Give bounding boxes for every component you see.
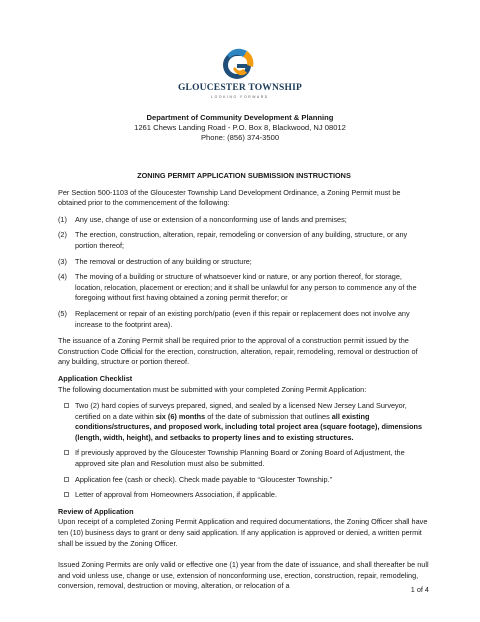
list-item-text: The erection, construction, alteration, repair, remodeling or conversion of any building, structure, or any portion thereof;: [75, 230, 408, 250]
checklist-item: [58, 490, 430, 501]
checklist: [58, 401, 430, 501]
list-item-text: The removal or destruction of any building or structure;: [75, 256, 252, 266]
checklist-item: [58, 401, 430, 443]
department-name: Department of Community Development & Planning: [146, 113, 334, 122]
list-item-text: Replacement or repair of an existing porch/patio (even if this repair or replacement does not involve any increase to the footprint area).: [75, 308, 410, 329]
list-item-text: The moving of a building or structure of whatsoever kind or nature, or any portion thereof, for storage, location, relocation, placement or erection; and it shall be unlawful for any person to commence any of the foregoing without first having obtained a zoning permit therefor; or: [75, 272, 417, 303]
list-item-number: (1): [58, 214, 67, 224]
letterhead: [0, 113, 480, 143]
list-item-number: (4): [58, 272, 67, 282]
checklist-item-text: Application fee (cash or check). Check made payable to “Gloucester Township.”: [75, 474, 333, 484]
checklist-heading: Application Checklist: [58, 373, 133, 383]
list-item-text: Any use, change of use or extension of a nonconforming use of lands and premises;: [75, 214, 347, 224]
document-body: [58, 171, 430, 598]
checklist-item-text: Two (2) hard copies of surveys prepared, signed, and sealed by a licensed New Jersey Land Surveyor, certified on a date within: [75, 401, 407, 421]
checkbox-icon[interactable]: [64, 477, 69, 482]
checklist-item-emphasis: all existing conditions/structures, and proposed work, including total project area (square footage), dimensions (length, width, height), and setbacks to property lines and to existing structures.: [75, 411, 423, 442]
review-heading: Review of Application: [58, 506, 134, 516]
checklist-item-text: of the date of submission that outlines: [205, 411, 332, 421]
checkbox-icon[interactable]: [64, 450, 69, 455]
list-item: [58, 230, 430, 251]
list-item-number: (3): [58, 256, 67, 266]
page-number: 1 of 4: [410, 585, 429, 594]
issuance-paragraph: The issuance of a Zoning Permit shall be required prior to the approval of a construction permit issued by the Construction Code Official for the erection, construction, alteration, repair, remodeling, removal or destruction of any building, structure or portion thereof.: [58, 336, 418, 367]
validity-paragraph: Issued Zoning Permits are only valid or effective one (1) year from the date of issuance, and shall thereafter be null and void unless use, change or use, extension of nonconforming use, erection, construction, repair, remodeling, conversion, removal, destruction or moving, alteration, or relocation of a: [58, 560, 429, 591]
organization-name: GLOUCESTER TOWNSHIP: [177, 83, 303, 93]
checklist-item: [58, 448, 430, 469]
list-item: [58, 215, 430, 226]
list-item-number: (5): [58, 308, 67, 318]
list-item: [58, 309, 430, 330]
department-address: 1261 Chews Landing Road - P.O. Box 8, Blackwood, NJ 08012: [134, 123, 346, 132]
requirements-list: [58, 215, 430, 330]
organization-tagline: LOOKING FORWARD: [211, 95, 269, 99]
gloucester-township-logo-icon: [213, 43, 265, 83]
checklist-intro: The following documentation must be submitted with your completed Zoning Permit Application:: [58, 384, 367, 394]
list-item: [58, 272, 430, 304]
list-item-number: (2): [58, 230, 67, 240]
checklist-item: [58, 475, 430, 486]
review-paragraph: Upon receipt of a completed Zoning Permit Application and required documentations, the Zoning Officer shall have ten (10) business days to grant or deny said application. If any application is approved or denied, a written permit shall be issued by the Zoning Officer.: [58, 517, 428, 548]
document-title: ZONING PERMIT APPLICATION SUBMISSION INSTRUCTIONS: [137, 171, 351, 180]
checklist-item-text: Letter of approval from Homeowners Association, if applicable.: [75, 490, 277, 500]
intro-paragraph: Per Section 500-1103 of the Gloucester Township Land Development Ordinance, a Zoning Permit must be obtained prior to the commencement of the following:: [58, 187, 401, 208]
checklist-item-emphasis: six (6) months: [155, 411, 206, 421]
checkbox-icon[interactable]: [64, 492, 69, 497]
checkbox-icon[interactable]: [64, 403, 69, 408]
checklist-item-text: If previously approved by the Gloucester Township Planning Board or Zoning Board of Adjustment, the approved site plan and Resolution must also be submitted.: [75, 448, 405, 469]
list-item: [58, 257, 430, 268]
department-phone: Phone: (856) 374-3500: [200, 133, 280, 142]
